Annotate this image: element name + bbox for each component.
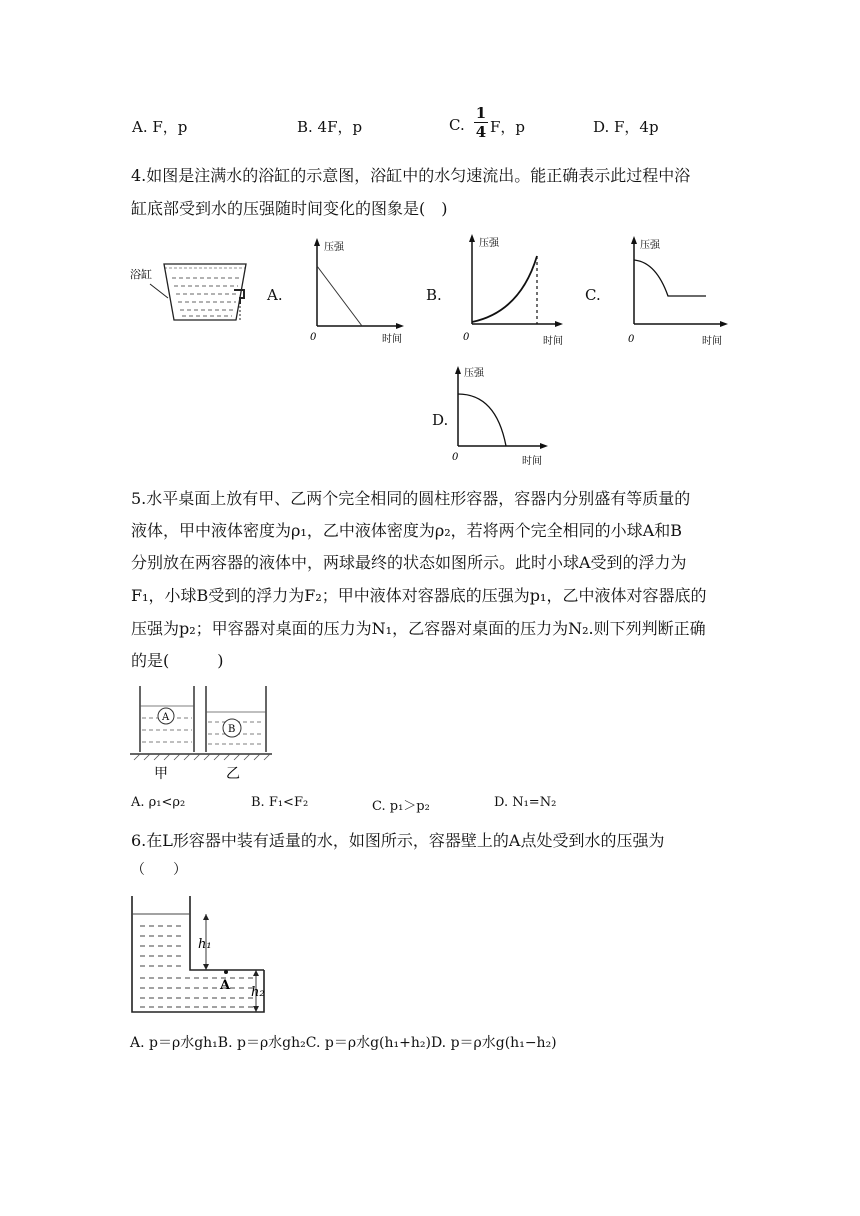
- point-a: A: [220, 978, 231, 993]
- q6-text-line2: （ ）: [131, 862, 187, 878]
- graph-d: [446, 364, 556, 472]
- origin-label: 0: [463, 332, 470, 343]
- q4-label-b: B.: [426, 286, 442, 304]
- q5-text-line2: 液体，甲中液体密度为ρ₁，乙中液体密度为ρ₂，若将两个完全相同的小球A和B: [131, 521, 682, 540]
- y-axis-label: 压强: [479, 238, 499, 249]
- y-axis-label: 压强: [324, 242, 344, 253]
- fraction-denominator: 4: [475, 123, 487, 141]
- x-axis-label: 时间: [543, 336, 563, 347]
- tub-label: 浴缸: [130, 268, 152, 281]
- q5-option-c: C. p₁＞p₂: [372, 799, 430, 814]
- graph-c: [620, 234, 735, 350]
- graph-b: [455, 232, 570, 350]
- label-h1: h₁: [198, 937, 212, 952]
- label-yi: 乙: [226, 766, 240, 782]
- containers-figure: [128, 682, 273, 782]
- q4-text-line2: 缸底部受到水的压强随时间变化的图象是( ): [131, 199, 448, 218]
- q3-option-c-label: C.: [449, 116, 465, 134]
- q5-option-d: D. N₁=N₂: [494, 795, 557, 810]
- q3-fraction: [474, 104, 488, 141]
- graph-a: [300, 236, 410, 348]
- q5-text-line5: 压强为p₂；甲容器对桌面的压力为N₁，乙容器对桌面的压力为N₂.则下列判断正确: [131, 619, 706, 638]
- y-axis-label: 压强: [464, 368, 484, 379]
- label-h2: h₂: [251, 985, 265, 1000]
- q4-label-d: D.: [432, 411, 449, 429]
- q3-option-d: D. F，4p: [593, 118, 659, 136]
- y-axis-label: 压强: [640, 240, 660, 251]
- origin-label: 0: [628, 334, 635, 345]
- q5-text-line6: 的是( ): [131, 651, 224, 670]
- ball-b: B: [228, 724, 236, 735]
- q4-label-c: C.: [585, 286, 601, 304]
- x-axis-label: 时间: [702, 336, 722, 347]
- x-axis-label: 时间: [382, 334, 402, 345]
- x-axis-label: 时间: [522, 456, 542, 467]
- fraction-numerator: 1: [475, 104, 487, 122]
- q3-option-b: B. 4F，p: [297, 118, 363, 136]
- origin-label: 0: [452, 452, 459, 463]
- q5-text-line4: F₁，小球B受到的浮力为F₂；甲中液体对容器底的压强为p₁，乙中液体对容器底的: [131, 586, 707, 605]
- q4-label-a: A.: [267, 286, 283, 304]
- q5-option-a: A. ρ₁<ρ₂: [131, 795, 186, 810]
- q6-text-line1: 6.在L形容器中装有适量的水，如图所示，容器壁上的A点处受到水的压强为: [131, 831, 665, 850]
- q3-option-a: A. F，p: [132, 118, 188, 136]
- ball-a: A: [162, 712, 170, 723]
- bathtub-figure: [128, 254, 258, 334]
- label-jia: 甲: [154, 766, 168, 782]
- q6-options: A. p＝ρ水gh₁B. p＝ρ水gh₂C. p＝ρ水g(h₁+h₂)D. p＝ρ水g(h₁−h₂): [130, 1035, 557, 1051]
- q5-option-b: B. F₁<F₂: [251, 795, 309, 810]
- q3-option-c-rest: F，p: [490, 118, 526, 136]
- q5-text-line3: 分别放在两容器的液体中，两球最终的状态如图所示。此时小球A受到的浮力为: [131, 553, 687, 572]
- q4-text-line1: 4.如图是注满水的浴缸的示意图，浴缸中的水匀速流出。能正确表示此过程中浴: [131, 166, 691, 185]
- l-container-figure: [126, 892, 276, 1022]
- q5-text-line1: 5.水平桌面上放有甲、乙两个完全相同的圆柱形容器，容器内分别盛有等质量的: [131, 489, 691, 508]
- origin-label: 0: [310, 332, 317, 343]
